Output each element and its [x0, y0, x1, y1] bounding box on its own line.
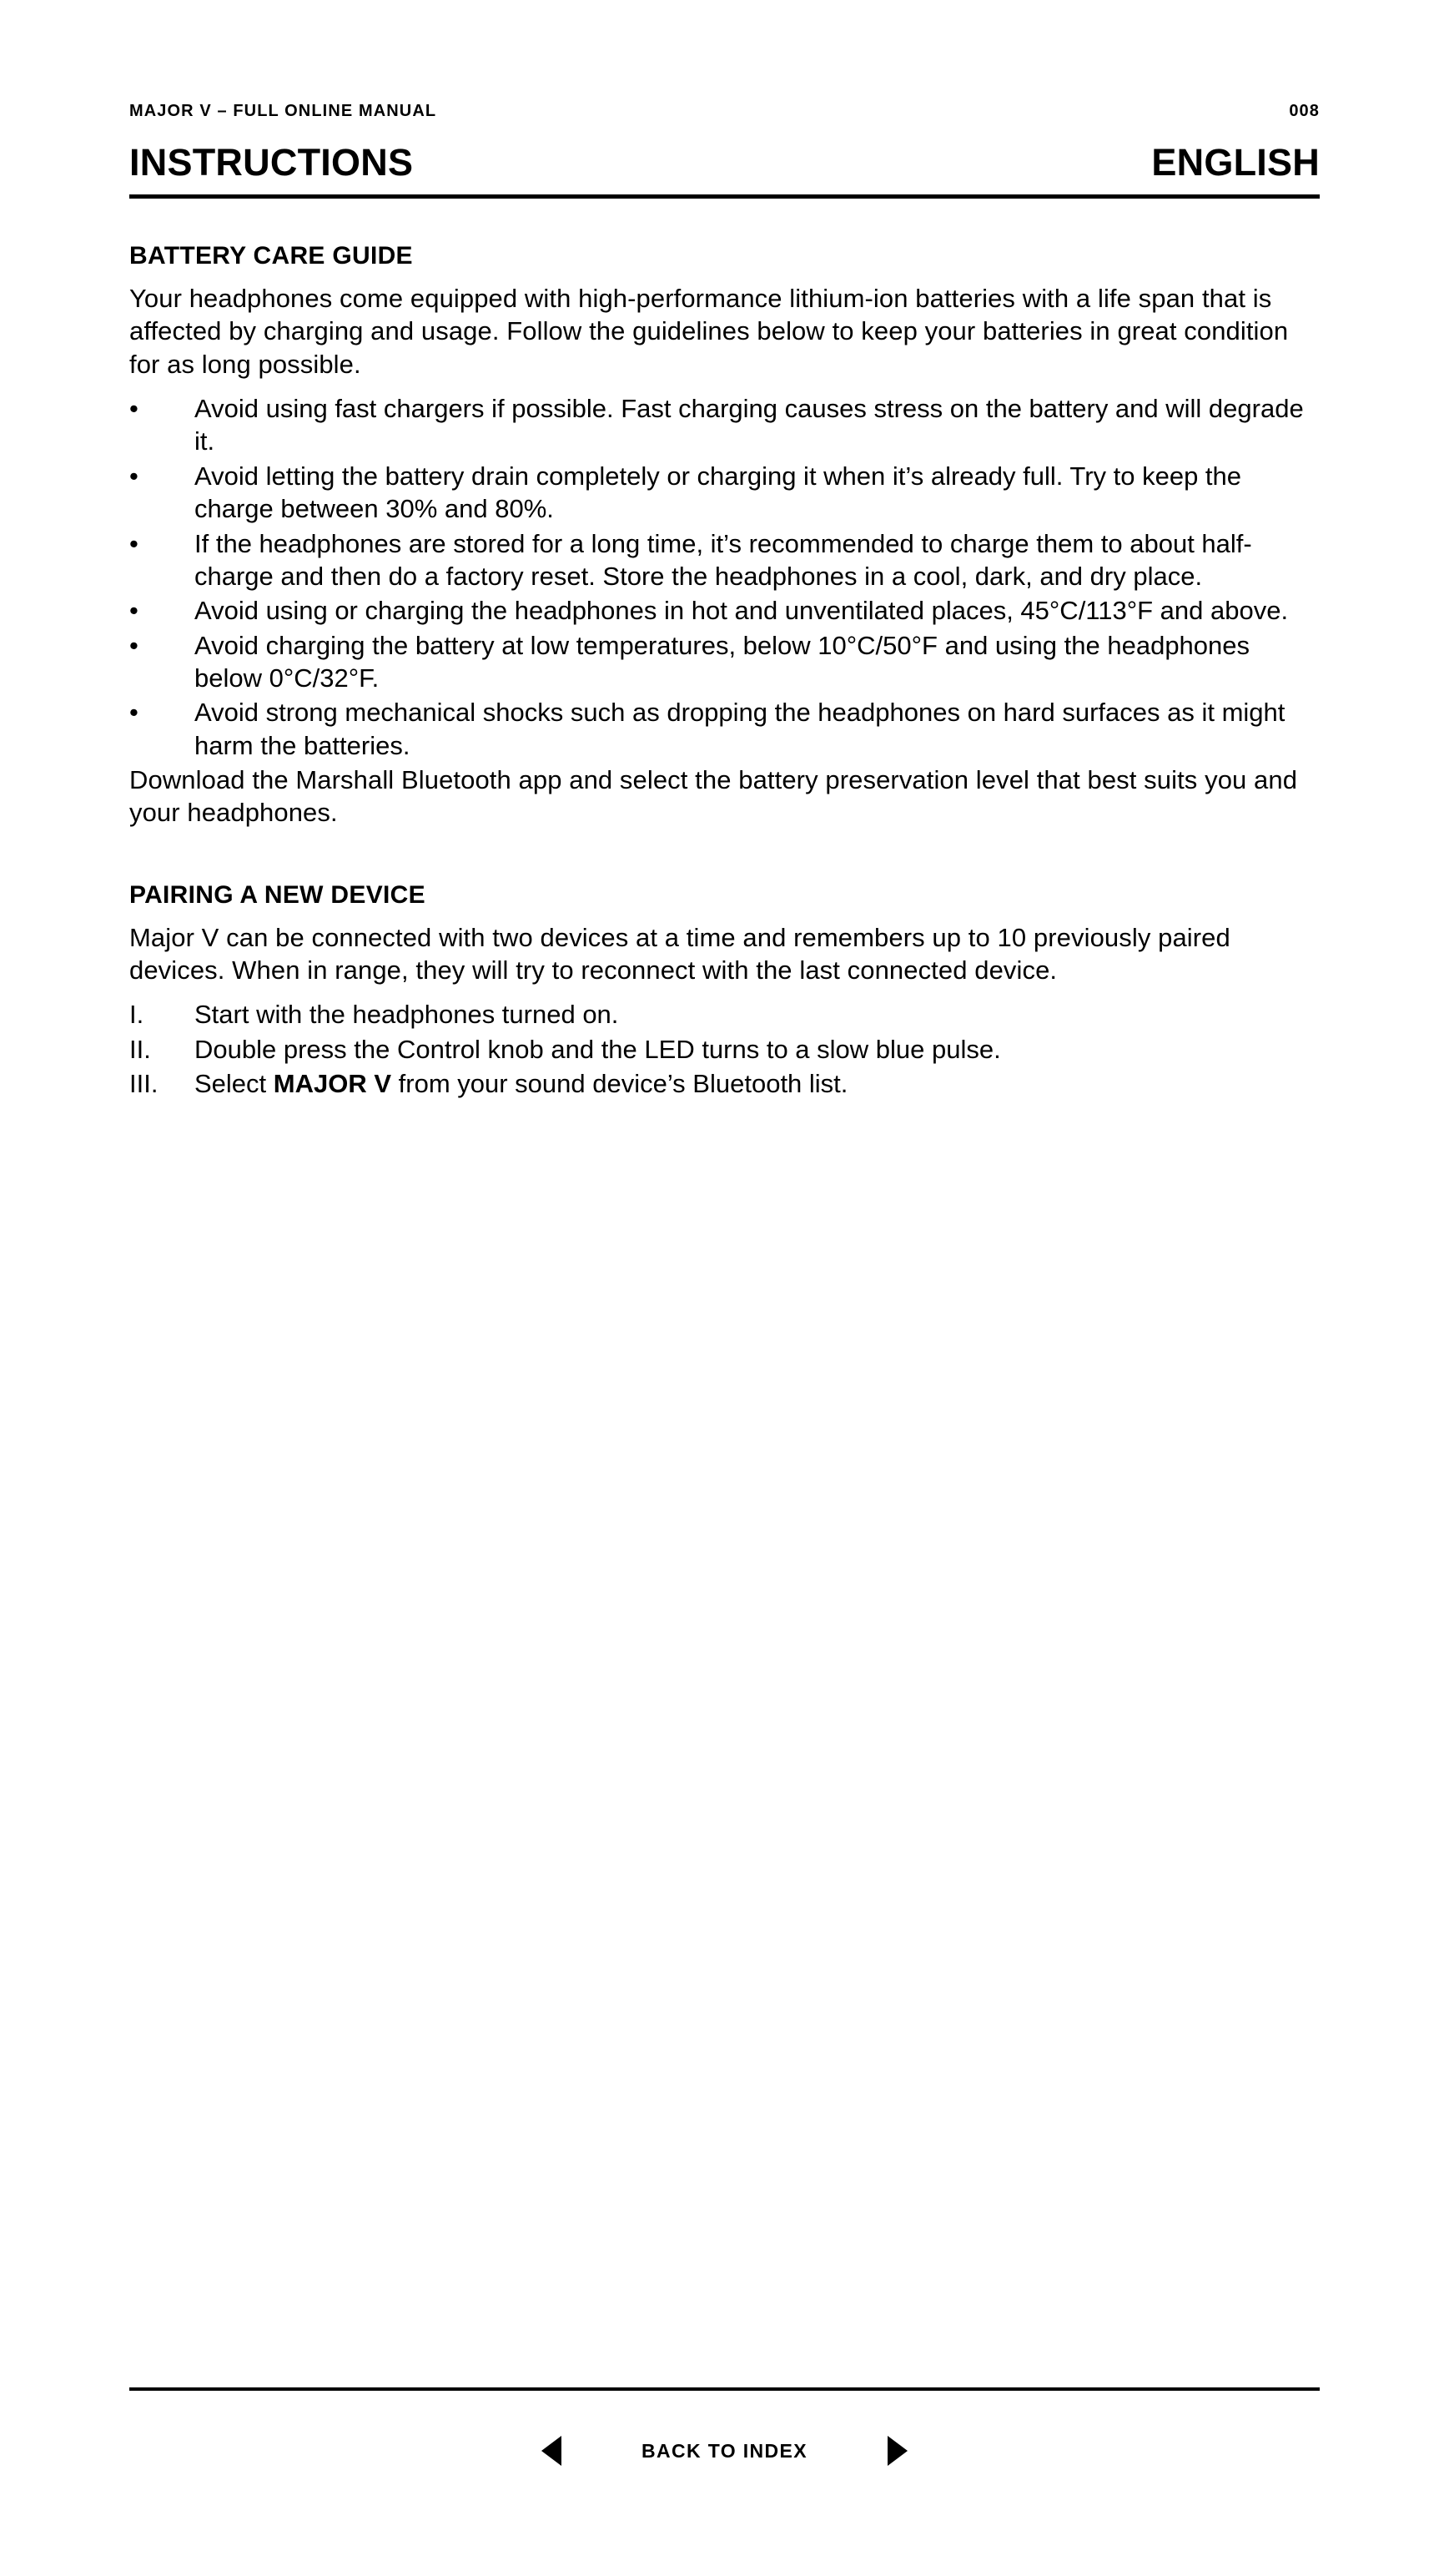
pairing-intro: Major V can be connected with two devices at a time and remembers up to 10 previously paired devices. When in range, they will try to reconnect with the last connected device.: [129, 922, 1230, 986]
step-marker: I.: [129, 1000, 144, 1030]
page-footer: [129, 2387, 1320, 2466]
battery-care-intro: Your headphones come equipped with high-performance lithium-ion batteries with a life span that is affected by charging and usage. Follow the guidelines below to keep your batteries in great condition for as long possible.: [129, 284, 1289, 379]
list-item: [129, 392, 1320, 458]
footer-navigation: [129, 2436, 1320, 2466]
step-text: [194, 1067, 1320, 1101]
page-content: [129, 242, 1320, 1101]
list-item: [129, 1067, 1320, 1101]
list-item: [129, 629, 1320, 695]
list-item: [129, 527, 1320, 593]
bullet-text: If the headphones are stored for a long time, it’s recommended to charge them to about half-charge and then do a factory reset. Store the headphones in a cool, dark, and dry place.: [194, 528, 1252, 591]
bullet-marker: •: [129, 394, 138, 424]
bullet-text: Avoid using fast chargers if possible. Fast charging causes stress on the battery and will degrade it.: [194, 394, 1304, 456]
bullet-text: Avoid charging the battery at low temperatures, below 10°C/50°F and using the headphones below 0°C/32°F.: [194, 630, 1250, 693]
manual-label: MAJOR V – FULL ONLINE MANUAL: [129, 102, 437, 120]
bullet-text: Avoid using or charging the headphones in hot and unventilated places, 45°C/113°F and above.: [194, 596, 1289, 626]
step-text-tail: from your sound device’s Bluetooth list.: [391, 1069, 848, 1099]
step-text-lead: Select: [194, 1069, 274, 1099]
header-title-row: [129, 141, 1320, 194]
section-spacer: [129, 841, 1320, 881]
arrow-right-icon[interactable]: [888, 2436, 908, 2466]
battery-care-outro: Download the Marshall Bluetooth app and select the battery preservation level that best suits you and your headphones.: [129, 765, 1298, 828]
footer-divider: [129, 2387, 1320, 2391]
step-text: Double press the Control knob and the LED turns to a slow blue pulse.: [194, 1034, 1001, 1064]
bullet-marker: •: [129, 528, 138, 558]
step-marker: III.: [129, 1069, 158, 1099]
header-divider: [129, 194, 1320, 199]
section-heading-battery-care: BATTERY CARE GUIDE: [129, 242, 413, 270]
back-to-index-link[interactable]: BACK TO INDEX: [641, 2439, 808, 2462]
list-item: [129, 998, 1320, 1031]
header-meta: [129, 0, 1320, 121]
page-number: 008: [1289, 102, 1320, 120]
bullet-marker: •: [129, 596, 138, 626]
arrow-left-icon[interactable]: [541, 2436, 561, 2466]
page-title: INSTRUCTIONS: [129, 141, 414, 184]
device-name: MAJOR V: [273, 1069, 392, 1099]
bullet-text: Avoid letting the battery drain completely or charging it when it’s already full. Try to keep the charge between 30% and 80%.: [194, 461, 1242, 524]
step-marker: II.: [129, 1034, 151, 1064]
bullet-text: Avoid strong mechanical shocks such as dropping the headphones on hard surfaces as it might harm the batteries.: [194, 698, 1285, 760]
list-item: [129, 696, 1320, 762]
bullet-marker: •: [129, 630, 138, 660]
section-heading-pairing: PAIRING A NEW DEVICE: [129, 880, 425, 909]
list-item: [129, 1033, 1320, 1066]
list-item: [129, 594, 1320, 627]
pairing-step-list: [129, 998, 1320, 1101]
step-text: Start with the headphones turned on.: [194, 1000, 619, 1030]
bullet-marker: •: [129, 698, 138, 728]
language-label: ENGLISH: [1151, 141, 1320, 184]
battery-care-bullet-list: [129, 392, 1320, 762]
bullet-marker: •: [129, 461, 138, 491]
list-item: [129, 460, 1320, 526]
